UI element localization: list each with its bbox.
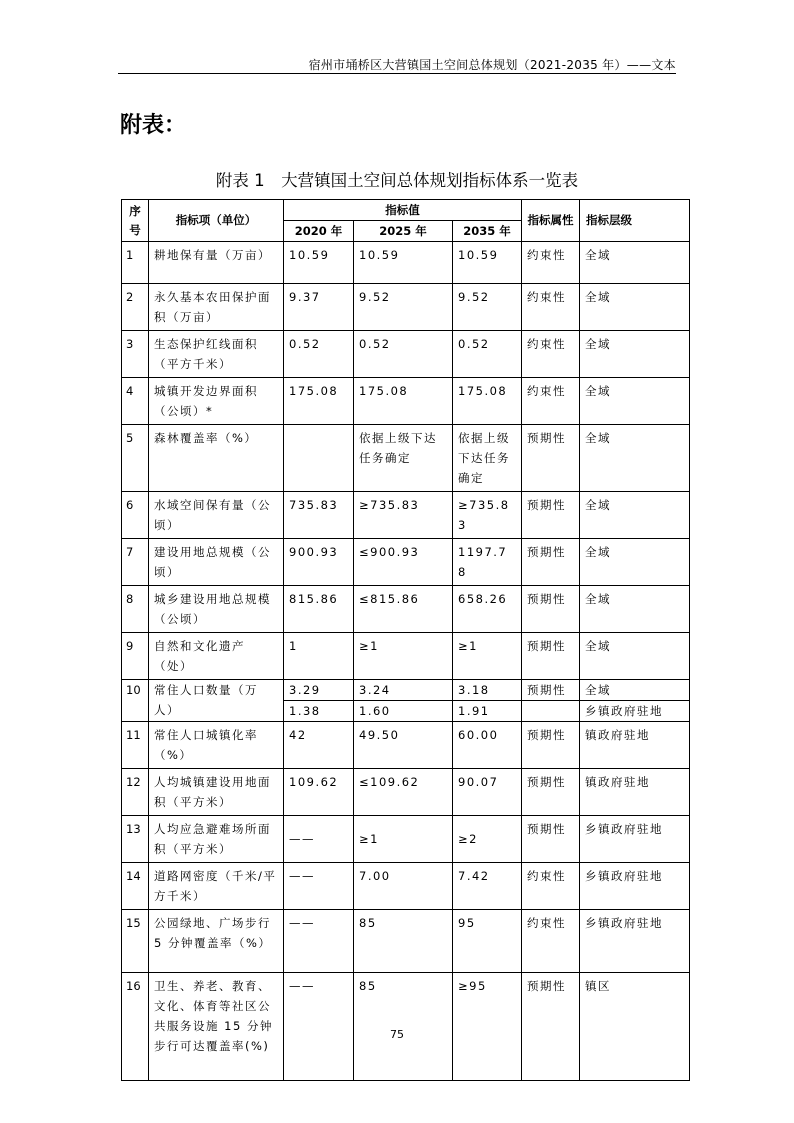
- cell-v2020: ——: [284, 973, 354, 1081]
- cell-v2025: 49.50: [354, 722, 453, 769]
- cell-v2020: 900.93: [284, 539, 354, 586]
- cell-attr: 约束性: [522, 242, 580, 284]
- cell-v2035: ≥95: [453, 973, 522, 1081]
- table-row: [122, 769, 690, 816]
- cell-item: 水域空间保有量（公顷）: [149, 492, 284, 539]
- cell-v2020: 1: [284, 633, 354, 680]
- cell-v2025: ≤109.62: [354, 769, 453, 816]
- table-row: [122, 539, 690, 586]
- cell-v2035: 0.52: [453, 331, 522, 378]
- table-row: [122, 633, 690, 680]
- cell-level: 乡镇政府驻地: [580, 910, 690, 973]
- cell-v2020: 0.52: [284, 331, 354, 378]
- cell-level: 全域: [580, 633, 690, 680]
- cell-v2035: 1197.78: [453, 539, 522, 586]
- table-row: [122, 973, 690, 1081]
- cell-attr: 预期性: [522, 539, 580, 586]
- table-row: [122, 863, 690, 910]
- cell-level: 全域: [580, 425, 690, 492]
- header-divider: [118, 73, 676, 74]
- cell-v2025: 85: [354, 910, 453, 973]
- cell-item: 常住人口城镇化率（%）: [149, 722, 284, 769]
- table-row: [122, 425, 690, 492]
- page-number: 75: [390, 1028, 404, 1041]
- cell-v2025: 3.24: [354, 680, 453, 701]
- cell-attr: 预期性: [522, 816, 580, 863]
- cell-v2025: ≥1: [354, 816, 453, 863]
- cell-level: 全域: [580, 586, 690, 633]
- table-row: [122, 586, 690, 633]
- cell-v2020: 10.59: [284, 242, 354, 284]
- cell-v2035: 9.52: [453, 284, 522, 331]
- header-level: 指标层级: [580, 200, 690, 242]
- cell-attr: 约束性: [522, 378, 580, 425]
- header-2020: 2020 年: [284, 221, 354, 242]
- cell-attr: 约束性: [522, 331, 580, 378]
- cell-v2025: 7.00: [354, 863, 453, 910]
- cell-v2035: 90.07: [453, 769, 522, 816]
- cell-v2025: 10.59: [354, 242, 453, 284]
- cell-attr: 预期性: [522, 722, 580, 769]
- cell-level: 全域: [580, 242, 690, 284]
- cell-level: 镇政府驻地: [580, 769, 690, 816]
- cell-no: 16: [122, 973, 149, 1081]
- table-row: [122, 816, 690, 863]
- cell-v2025: 0.52: [354, 331, 453, 378]
- cell-v2025: ≤815.86: [354, 586, 453, 633]
- header-item: 指标项（单位）: [149, 200, 284, 242]
- cell-attr: 预期性: [522, 492, 580, 539]
- cell-level: 镇区: [580, 973, 690, 1081]
- cell-v2020: 109.62: [284, 769, 354, 816]
- cell-no: 8: [122, 586, 149, 633]
- cell-attr: [522, 701, 580, 722]
- cell-item: 森林覆盖率（%）: [149, 425, 284, 492]
- cell-v2025: 175.08: [354, 378, 453, 425]
- cell-no: 14: [122, 863, 149, 910]
- cell-item: 公园绿地、广场步行 5 分钟覆盖率（%）: [149, 910, 284, 973]
- cell-v2020: 175.08: [284, 378, 354, 425]
- cell-attr: 预期性: [522, 425, 580, 492]
- table-row: [122, 492, 690, 539]
- table-caption: 附表 1 大营镇国土空间总体规划指标体系一览表: [215, 171, 579, 190]
- cell-item: 道路网密度（千米/平方千米）: [149, 863, 284, 910]
- cell-item: 人均城镇建设用地面积（平方米）: [149, 769, 284, 816]
- cell-v2035: 658.26: [453, 586, 522, 633]
- cell-v2035: 95: [453, 910, 522, 973]
- cell-no: 4: [122, 378, 149, 425]
- cell-no: 5: [122, 425, 149, 492]
- cell-level: 全域: [580, 539, 690, 586]
- cell-no: 2: [122, 284, 149, 331]
- section-title: 附表：: [120, 112, 187, 138]
- cell-v2025: 85: [354, 973, 453, 1081]
- cell-no: 13: [122, 816, 149, 863]
- cell-v2035: 10.59: [453, 242, 522, 284]
- cell-v2020: 3.29: [284, 680, 354, 701]
- cell-v2025: ≤900.93: [354, 539, 453, 586]
- cell-v2020: 9.37: [284, 284, 354, 331]
- cell-item: 建设用地总规模（公顷）: [149, 539, 284, 586]
- cell-level: 乡镇政府驻地: [580, 701, 690, 722]
- cell-no: 7: [122, 539, 149, 586]
- cell-v2035: 60.00: [453, 722, 522, 769]
- table-row: [122, 910, 690, 973]
- cell-attr: 预期性: [522, 680, 580, 701]
- cell-v2025: ≥735.83: [354, 492, 453, 539]
- table-row: [122, 680, 690, 701]
- cell-item: 人均应急避难场所面积（平方米）: [149, 816, 284, 863]
- cell-v2020: ——: [284, 910, 354, 973]
- table-row: [122, 242, 690, 284]
- cell-attr: 约束性: [522, 910, 580, 973]
- cell-item: 生态保护红线面积（平方千米）: [149, 331, 284, 378]
- indicator-table: [121, 199, 690, 1081]
- header-2035: 2035 年: [453, 221, 522, 242]
- cell-level: 乡镇政府驻地: [580, 863, 690, 910]
- table-row: [122, 331, 690, 378]
- cell-v2035: 依据上级下达任务确定: [453, 425, 522, 492]
- cell-no: 11: [122, 722, 149, 769]
- cell-level: 全域: [580, 331, 690, 378]
- header-value: 指标值: [284, 200, 522, 221]
- cell-no: 9: [122, 633, 149, 680]
- cell-attr: 约束性: [522, 284, 580, 331]
- cell-item: 永久基本农田保护面积（万亩）: [149, 284, 284, 331]
- cell-v2020: ——: [284, 863, 354, 910]
- running-header: 宿州市埇桥区大营镇国土空间总体规划（2021-2035 年）——文本: [308, 58, 676, 72]
- cell-v2020: 815.86: [284, 586, 354, 633]
- table-row: [122, 722, 690, 769]
- cell-v2020: 735.83: [284, 492, 354, 539]
- cell-no: 10: [122, 680, 149, 722]
- cell-level: 全域: [580, 284, 690, 331]
- table-row: [122, 284, 690, 331]
- cell-no: 1: [122, 242, 149, 284]
- cell-v2020: ——: [284, 816, 354, 863]
- cell-level: 镇政府驻地: [580, 722, 690, 769]
- header-2025: 2025 年: [354, 221, 453, 242]
- cell-item: 卫生、养老、教育、文化、体育等社区公共服务设施 15 分钟步行可达覆盖率(%): [149, 973, 284, 1081]
- cell-item: 常住人口数量（万人）: [149, 680, 284, 722]
- cell-no: 6: [122, 492, 149, 539]
- cell-v2035: 1.91: [453, 701, 522, 722]
- cell-v2025: ≥1: [354, 633, 453, 680]
- cell-level: 全域: [580, 492, 690, 539]
- cell-no: 15: [122, 910, 149, 973]
- cell-item: 城镇开发边界面积（公顷）*: [149, 378, 284, 425]
- cell-attr: 预期性: [522, 973, 580, 1081]
- cell-level: 乡镇政府驻地: [580, 816, 690, 863]
- cell-no: 3: [122, 331, 149, 378]
- cell-v2035: ≥1: [453, 633, 522, 680]
- cell-v2025: 9.52: [354, 284, 453, 331]
- cell-v2035: 175.08: [453, 378, 522, 425]
- cell-attr: 预期性: [522, 586, 580, 633]
- cell-item: 耕地保有量（万亩）: [149, 242, 284, 284]
- cell-v2035: 3.18: [453, 680, 522, 701]
- cell-v2035: ≥2: [453, 816, 522, 863]
- cell-item: 城乡建设用地总规模（公顷）: [149, 586, 284, 633]
- cell-no: 12: [122, 769, 149, 816]
- cell-v2025: 1.60: [354, 701, 453, 722]
- cell-level: 全域: [580, 680, 690, 701]
- cell-v2035: 7.42: [453, 863, 522, 910]
- cell-attr: 预期性: [522, 769, 580, 816]
- cell-v2035: ≥735.83: [453, 492, 522, 539]
- cell-item: 自然和文化遗产（处）: [149, 633, 284, 680]
- header-attr: 指标属性: [522, 200, 580, 242]
- cell-v2020: 1.38: [284, 701, 354, 722]
- cell-level: 全域: [580, 378, 690, 425]
- cell-attr: 约束性: [522, 863, 580, 910]
- cell-attr: 预期性: [522, 633, 580, 680]
- cell-v2020: [284, 425, 354, 492]
- header-no: 序号: [122, 200, 149, 242]
- table-row: [122, 378, 690, 425]
- cell-v2025: 依据上级下达任务确定: [354, 425, 453, 492]
- cell-v2020: 42: [284, 722, 354, 769]
